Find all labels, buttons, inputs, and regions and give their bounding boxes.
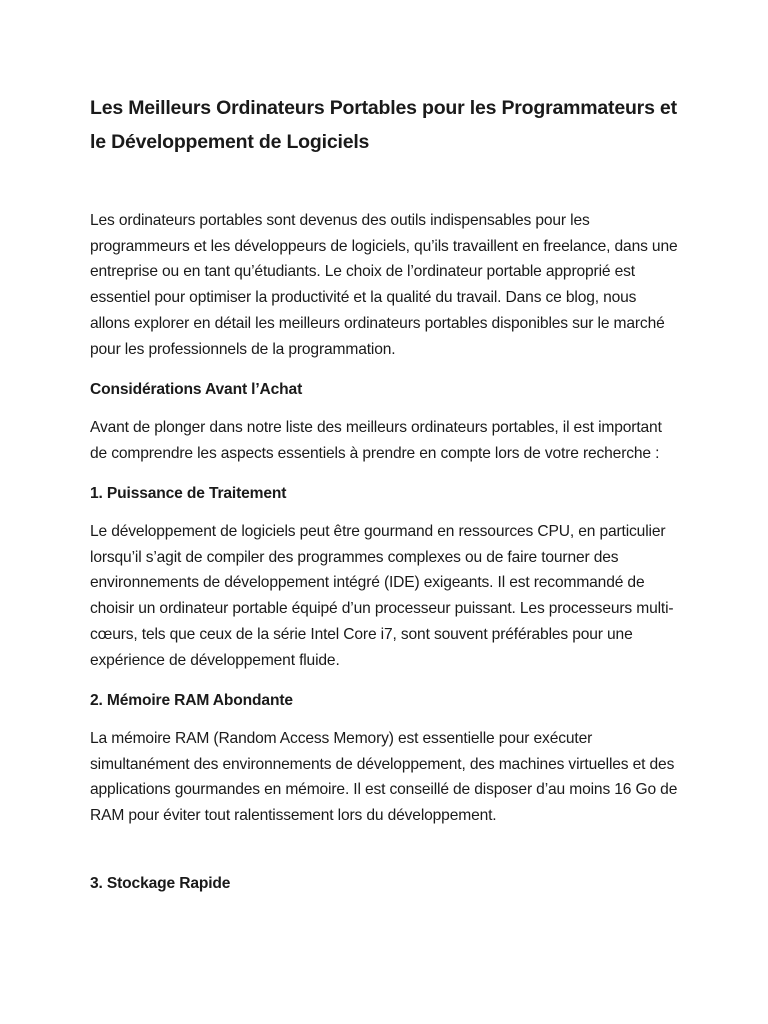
document-body [90,91,680,896]
section-paragraph-considerations: Avant de plonger dans notre liste des meilleurs ordinateurs portables, il est important de comprendre les aspects essentiels à prendre en compte lors de votre recherche : [90,418,662,462]
section-paragraph-ram: La mémoire RAM (Random Access Memory) est essentielle pour exécuter simultanément des environnements de développement, des machines virtuelles et des applications gourmandes en mémoire. Il est conseillé de disposer d’au moins 16 Go de RAM pour éviter tout ralentissement lors du développement. [90,729,678,825]
section-heading-processing-power: 1. Puissance de Traitement [90,485,287,503]
document-title: Les Meilleurs Ordinateurs Portables pour les Programmateurs et le Développement de Logiciels [90,97,677,153]
section-paragraph-processing-power: Le développement de logiciels peut être gourmand en ressources CPU, en particulier lorsqu’il s’agit de compiler des programmes complexes ou de faire tourner des environnements de développement intégré (IDE) exigeants. Il est recommandé de choisir un ordinateur portable équipé d’un processeur puissant. Les processeurs multi-cœurs, tels que ceux de la série Intel Core i7, sont souvent préférables pour une expérience de développement fluide. [90,523,674,669]
section-heading-considerations: Considérations Avant l’Achat [90,381,303,399]
section-heading-ram: 2. Mémoire RAM Abondante [90,692,293,710]
section-heading-storage: 3. Stockage Rapide [90,874,231,892]
intro-paragraph: Les ordinateurs portables sont devenus des outils indispensables pour les programmeurs et les développeurs de logiciels, qu’ils travaillent en freelance, dans une entreprise ou en tant qu’étudiants. Le choix de l’ordinateur portable approprié est essentiel pour optimiser la productivité et la qualité du travail. Dans ce blog, nous allons explorer en détail les meilleurs ordinateurs portables disponibles sur le marché pour les professionnels de la programmation. [90,212,678,358]
